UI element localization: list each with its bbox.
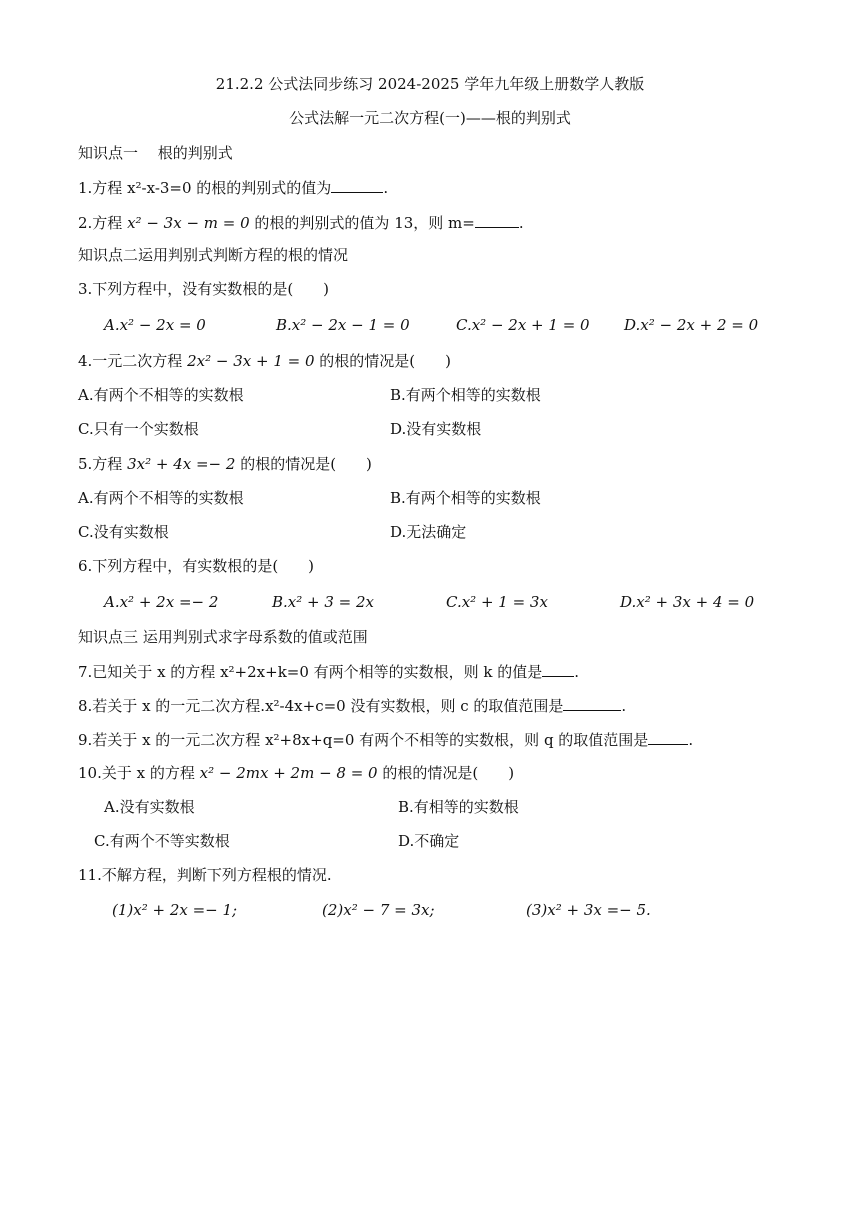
question-4-option-d[interactable]: D.没有实数根: [390, 420, 482, 438]
question-5-pre: 5.方程: [78, 455, 128, 473]
question-6-option-d[interactable]: D.x² + 3x + 4 = 0: [620, 593, 755, 611]
question-6-stem: 6.下列方程中，有实数根的是( ): [78, 557, 315, 575]
question-8-text: 8.若关于 x 的一元二次方程.x²-4x+c=0 没有实数根，则 c 的取值范围是: [78, 697, 564, 715]
section-heading-3: 知识点三 运用判别式求字母系数的值或范围: [78, 628, 368, 646]
question-4-option-a[interactable]: A.有两个不相等的实数根: [78, 386, 244, 404]
question-8: [78, 694, 626, 716]
question-6-option-b[interactable]: B.x² + 3 = 2x: [272, 593, 375, 611]
question-10-option-d[interactable]: D.不确定: [398, 832, 460, 850]
question-4-pre: 4.一元二次方程: [78, 352, 188, 370]
question-7-end: .: [574, 663, 580, 681]
question-7: [78, 660, 579, 682]
question-5-option-c[interactable]: C.没有实数根: [78, 523, 169, 541]
question-8-end: .: [621, 697, 627, 715]
question-6-option-a[interactable]: A.x² + 2x =− 2: [104, 593, 219, 611]
page-subtitle: 公式法解一元二次方程(一)——根的判别式: [289, 109, 571, 127]
question-4-option-b[interactable]: B.有两个相等的实数根: [390, 386, 541, 404]
question-3-option-d[interactable]: D.x² − 2x + 2 = 0: [624, 316, 759, 334]
question-3-option-b[interactable]: B.x² − 2x − 1 = 0: [276, 316, 410, 334]
question-3-option-a[interactable]: A.x² − 2x = 0: [104, 316, 206, 334]
question-4-post: 的根的情况是( ): [314, 352, 451, 370]
question-7-text: 7.已知关于 x 的方程 x²+2x+k=0 有两个相等的实数根，则 k 的值是: [78, 663, 543, 681]
question-2-post: 的根的判别式的值为 13，则 m=: [249, 214, 475, 232]
question-10-pre: 10.关于 x 的方程: [78, 764, 200, 782]
question-3-stem: 3.下列方程中，没有实数根的是( ): [78, 280, 330, 298]
question-5-option-a[interactable]: A.有两个不相等的实数根: [78, 489, 244, 507]
question-5-post: 的根的情况是( ): [235, 455, 372, 473]
answer-blank[interactable]: [648, 728, 688, 745]
question-3-option-c[interactable]: C.x² − 2x + 1 = 0: [456, 316, 590, 334]
question-2-equation: x² − 3x − m = 0: [127, 214, 250, 232]
answer-blank[interactable]: [563, 694, 621, 711]
question-6-option-c[interactable]: C.x² + 1 = 3x: [446, 593, 548, 611]
question-10-option-a[interactable]: A.没有实数根: [104, 798, 195, 816]
question-10-post: 的根的情况是( ): [377, 764, 515, 782]
question-10-equation: x² − 2mx + 2m − 8 = 0: [199, 764, 378, 782]
question-5-equation: 3x² + 4x =− 2: [127, 455, 236, 473]
question-1-end: .: [383, 179, 389, 197]
section-heading-1: 知识点一 根的判别式: [78, 144, 233, 162]
question-11-part-1: (1)x² + 2x =− 1;: [112, 901, 238, 919]
question-10-stem: [78, 763, 514, 783]
question-2: [78, 211, 524, 233]
question-1-text: 1.方程 x²-x-3=0 的根的判别式的值为: [78, 179, 332, 197]
question-2-end: .: [518, 214, 524, 232]
question-4-equation: 2x² − 3x + 1 = 0: [187, 352, 315, 370]
question-5-option-d[interactable]: D.无法确定: [390, 523, 467, 541]
question-10-option-c[interactable]: C.有两个不等实数根: [94, 832, 230, 850]
question-11-part-3: (3)x² + 3x =− 5.: [526, 901, 651, 919]
question-5-stem: [78, 454, 372, 474]
question-5-option-b[interactable]: B.有两个相等的实数根: [390, 489, 541, 507]
question-4-stem: [78, 351, 451, 371]
question-9: [78, 728, 693, 750]
answer-blank[interactable]: [542, 660, 574, 677]
answer-blank[interactable]: [331, 176, 383, 193]
question-11-part-2: (2)x² − 7 = 3x;: [322, 901, 435, 919]
answer-blank[interactable]: [475, 211, 519, 228]
question-4-option-c[interactable]: C.只有一个实数根: [78, 420, 199, 438]
page-title: 21.2.2 公式法同步练习 2024-2025 学年九年级上册数学人教版: [215, 75, 645, 93]
section-heading-2: 知识点二运用判别式判断方程的根的情况: [78, 246, 349, 264]
question-9-end: .: [688, 731, 694, 749]
question-11-stem: 11.不解方程，判断下列方程根的情况.: [78, 866, 332, 884]
question-1: [78, 176, 388, 198]
question-2-pre: 2.方程: [78, 214, 128, 232]
question-9-text: 9.若关于 x 的一元二次方程 x²+8x+q=0 有两个不相等的实数根，则 q 的取值范围是: [78, 731, 649, 749]
question-10-option-b[interactable]: B.有相等的实数根: [398, 798, 519, 816]
